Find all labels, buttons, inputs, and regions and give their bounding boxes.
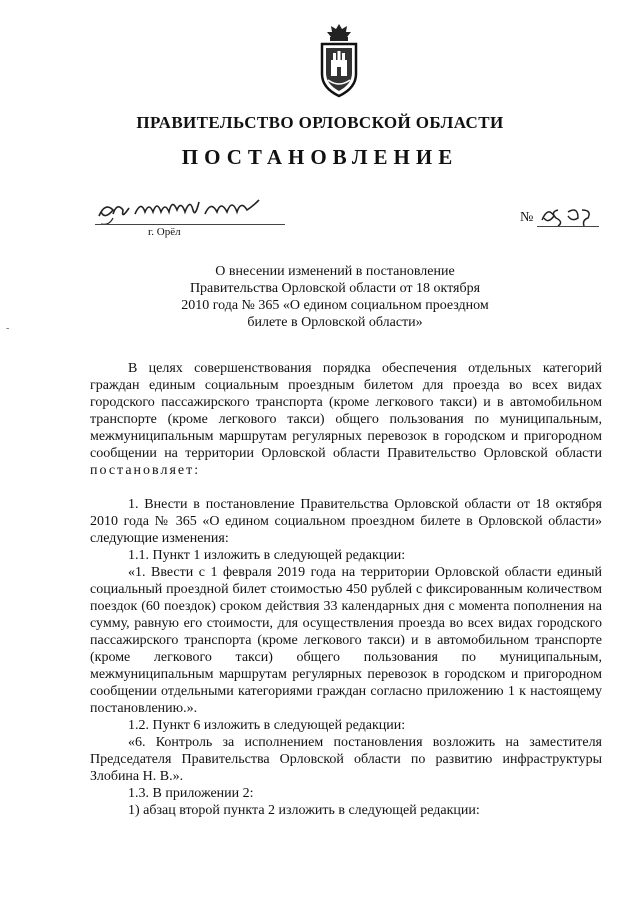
decree-word: постановляет: [90,463,201,478]
preamble [90,360,602,479]
margin-mark: - [6,323,10,334]
paragraph: 1. Внести в постановление Правительства Орловской области от 18 октября 2010 года № 365 «О едином социальном проездном билете в Орловской области» следующие изменения: [90,497,602,546]
date-underline [95,224,285,225]
paragraph: 1.3. В приложении 2: [128,786,254,801]
document-type: ПОСТАНОВЛЕНИЕ [181,145,459,169]
paragraph: 1.1. Пункт 1 изложить в следующей редакции: [128,548,406,563]
number-label: № [520,210,534,225]
paragraph: 1) абзац второй пункта 2 изложить в следующей редакции: [128,803,480,818]
subject-line: билете в Орловской области» [247,315,423,330]
subject-heading [150,263,520,331]
subject-line: 2010 года № 365 «О едином социальном проездном [181,298,489,313]
subject-line: Правительства Орловской области от 18 октября [189,281,481,296]
handwritten-date [95,196,280,226]
document-body [90,360,602,819]
paragraph: «1. Ввести с 1 февраля 2019 года на территории Орловской области единый социальный проездной билет стоимостью 450 рублей с фиксированным количеством поездок (60 поездок) сроком действия 33 календарных дня с момента пополнения на сумму, равную его стоимости, для осуществления проезда во всех видах городского пассажирского транспорта (кроме легкового такси) и в автомобильном транспорте (кроме легкового такси) общего пользования по муниципальным, межмуниципальным маршрутам регулярных перевозок в городском и пригородном сообщении отдельными категориями граждан согласно приложению 1 к настоящему постановлению.». [90,565,602,716]
handwritten-number [538,204,600,228]
preamble-text: В целях совершенствования порядка обеспечения отдельных категорий граждан единым социальным проездным билетом для проезда во всех видах городского пассажирского транспорта (кроме легкового такси) и в автомобильном транспорте (кроме легкового такси) общего пользования по муниципальным, межмуниципальным маршрутам регулярных перевозок в городском и пригородном сообщении на территории Орловской области Правительство Орловской области [90,361,602,461]
paragraph: 1.2. Пункт 6 изложить в следующей редакции: [128,718,406,733]
government-title: ПРАВИТЕЛЬСТВО ОРЛОВСКОЙ ОБЛАСТИ [136,113,504,132]
coat-of-arms-icon [318,22,360,98]
number-underline [537,226,599,227]
subject-line: О внесении изменений в постановление [215,264,455,279]
city-label: г. Орёл [148,226,181,238]
paragraph: «6. Контроль за исполнением постановления возложить на заместителя Председателя Правительства Орловской области по развитию инфраструктуры Злобина Н. В.». [90,735,602,784]
